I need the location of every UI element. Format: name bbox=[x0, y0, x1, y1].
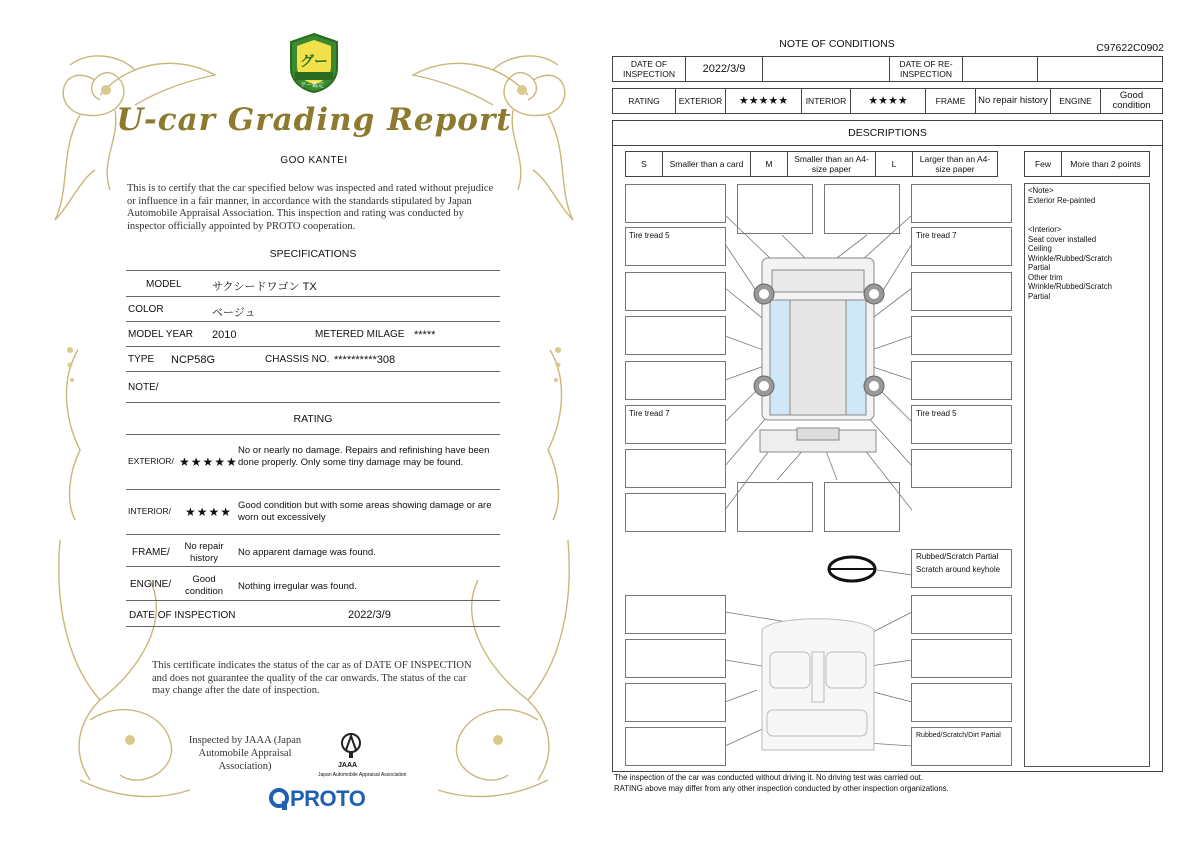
note-line: Ceiling bbox=[1028, 244, 1052, 253]
inspected-by: Inspected by JAAA (Japan Automobile Appraisal Association) bbox=[188, 735, 302, 772]
divider bbox=[126, 489, 500, 490]
model-year-label: MODEL YEAR bbox=[128, 329, 194, 340]
damage-box bbox=[911, 316, 1012, 355]
note-line: Wrinkle/Rubbed/Scratch bbox=[1028, 282, 1112, 291]
noc-code: C97622C0902 bbox=[1096, 42, 1164, 54]
interior-label: INTERIOR bbox=[801, 88, 851, 114]
model-value: サクシードワゴン TX bbox=[212, 281, 317, 293]
engine-label: ENGINE bbox=[1050, 88, 1101, 114]
noc-title: NOTE OF CONDITIONS bbox=[779, 38, 895, 50]
divider bbox=[126, 270, 500, 271]
steering-note-2: Scratch around keyhole bbox=[916, 565, 1001, 574]
damage-box bbox=[911, 449, 1012, 488]
damage-box bbox=[625, 361, 726, 400]
divider bbox=[126, 626, 500, 627]
damage-box bbox=[625, 272, 726, 311]
exterior-description: No or nearly no damage. Repairs and refinishing have been done properly. Only some tiny damage may be found. bbox=[238, 445, 490, 468]
date-of-inspection-label: DATE OF INSPECTION bbox=[612, 56, 686, 82]
damage-box bbox=[737, 184, 813, 234]
damage-box bbox=[824, 184, 900, 234]
note-line: Partial bbox=[1028, 291, 1051, 301]
engine-description: Nothing irregular was found. bbox=[238, 581, 357, 592]
tire-tread-front-left: Tire tread 5 bbox=[629, 231, 670, 240]
scale-more: More than 2 points bbox=[1061, 151, 1150, 177]
footer-note-1: The inspection of the car was conducted without driving it. No driving test was carried out. bbox=[614, 773, 923, 782]
metered-milage-label: METERED MILAGE bbox=[315, 329, 405, 340]
tire-tread-rear-right: Tire tread 5 bbox=[916, 409, 957, 418]
scale-l-desc: Larger than an A4-size paper bbox=[912, 151, 998, 177]
damage-box bbox=[911, 184, 1012, 223]
scale-s-desc: Smaller than a card bbox=[662, 151, 751, 177]
note-line: Seat cover installed bbox=[1028, 234, 1097, 244]
interior-stars: ★★★★ bbox=[850, 88, 926, 114]
damage-box bbox=[625, 727, 726, 766]
damage-box bbox=[737, 482, 813, 532]
rating-label: RATING bbox=[612, 88, 676, 114]
scale-few: Few bbox=[1024, 151, 1062, 177]
note-header: <Note> bbox=[1028, 186, 1054, 195]
date-of-inspection-label: DATE OF INSPECTION bbox=[129, 610, 236, 621]
damage-box bbox=[911, 272, 1012, 311]
damage-box bbox=[911, 595, 1012, 634]
re-inspection-label: DATE OF RE-INSPECTION bbox=[889, 56, 963, 82]
model-year-value: 2010 bbox=[212, 329, 237, 341]
exterior-label: EXTERIOR bbox=[675, 88, 726, 114]
engine-value: Good condition bbox=[184, 574, 224, 597]
frame-label: FRAME bbox=[925, 88, 976, 114]
damage-box bbox=[911, 683, 1012, 722]
interior-description: Good condition but with some areas showing damage or are worn out excessively bbox=[238, 500, 492, 523]
engine-label: ENGINE/ bbox=[130, 579, 172, 590]
exterior-stars: ★★★★★ bbox=[725, 88, 802, 114]
divider bbox=[126, 371, 500, 372]
note-line: Partial bbox=[1028, 263, 1051, 272]
interior-stars: ★★★★ bbox=[185, 505, 233, 519]
color-value: ベージュ bbox=[212, 307, 256, 319]
damage-box bbox=[625, 449, 726, 488]
scale-m-desc: Smaller than an A4-size paper bbox=[787, 151, 876, 177]
scale-s: S bbox=[625, 151, 663, 177]
steering-note-1: Rubbed/Scratch Partial bbox=[916, 552, 999, 561]
specifications-header: SPECIFICATIONS bbox=[269, 248, 357, 260]
exterior-stars: ★★★★★ bbox=[179, 455, 238, 469]
divider bbox=[126, 434, 500, 435]
rating-header: RATING bbox=[293, 413, 333, 425]
model-label: MODEL bbox=[146, 279, 182, 290]
descriptions-header: DESCRIPTIONS bbox=[612, 120, 1163, 146]
note-label: NOTE/ bbox=[128, 382, 159, 393]
note-line: Wrinkle/Rubbed/Scratch bbox=[1028, 253, 1112, 263]
scale-m: M bbox=[750, 151, 788, 177]
type-label: TYPE bbox=[128, 354, 155, 365]
divider bbox=[126, 296, 500, 297]
damage-box bbox=[911, 361, 1012, 400]
steering-wheel-icon bbox=[829, 557, 875, 581]
jaaa-logo-icon bbox=[340, 730, 362, 760]
scale-l: L bbox=[875, 151, 913, 177]
jaaa-name: JAAA bbox=[338, 762, 358, 769]
damage-box bbox=[625, 595, 726, 634]
grading-certificate bbox=[40, 20, 588, 820]
svg-text:グー: グー bbox=[300, 54, 328, 70]
note-line: Other trim bbox=[1028, 272, 1063, 282]
rear-seat-note: Rubbed/Scratch/Dirt Partial bbox=[916, 732, 1001, 739]
divider bbox=[126, 600, 500, 601]
badge-text: グー鑑定 bbox=[300, 83, 325, 89]
type-value: NCP58G bbox=[171, 354, 216, 366]
chassis-label: CHASSIS NO. bbox=[265, 354, 330, 365]
frame-value: No repair history bbox=[975, 88, 1051, 114]
divider bbox=[126, 534, 500, 535]
date-of-inspection-value: 2022/3/9 bbox=[348, 609, 391, 621]
frame-description: No apparent damage was found. bbox=[238, 547, 376, 558]
footer-note-2: RATING above may differ from any other inspection conducted by other inspection organizations. bbox=[614, 784, 949, 793]
exterior-label: EXTERIOR/ bbox=[128, 456, 174, 466]
frame-label: FRAME/ bbox=[132, 547, 170, 558]
tire-tread-rear-left: Tire tread 7 bbox=[629, 409, 670, 418]
color-label: COLOR bbox=[128, 304, 164, 315]
divider bbox=[126, 402, 500, 403]
metered-milage-value: ***** bbox=[414, 329, 436, 341]
interior-header: <Interior> bbox=[1028, 225, 1062, 234]
jaaa-full-name: Japan Automobile Appraisal Association bbox=[318, 772, 407, 778]
report-subtitle: GOO KANTEI bbox=[280, 155, 348, 166]
date-of-inspection-value: 2022/3/9 bbox=[685, 56, 763, 82]
engine-value: Good condition bbox=[1100, 88, 1163, 114]
damage-box bbox=[824, 482, 900, 532]
empty-cell bbox=[1037, 56, 1163, 82]
note-line: Exterior Re-painted bbox=[1028, 195, 1096, 205]
divider bbox=[126, 346, 500, 347]
notes-panel bbox=[1024, 183, 1150, 767]
divider bbox=[126, 566, 500, 567]
frame-value: No repair history bbox=[184, 541, 224, 564]
certification-statement: This is to certify that the car specified below was inspected and rated without prejudice or influence in a fair manner, in accordance with the standards stipulated by Japan Automobile Appraisal Association. This inspection and rating was conducted by inspector officially appointed by PROTO cooperation. bbox=[127, 183, 494, 232]
note-of-conditions-sheet bbox=[612, 30, 1164, 800]
report-title: U-car Grading Report bbox=[116, 102, 512, 138]
damage-box bbox=[625, 683, 726, 722]
damage-box bbox=[625, 493, 726, 532]
divider bbox=[126, 321, 500, 322]
tire-tread-front-right: Tire tread 7 bbox=[916, 231, 957, 240]
chassis-value: **********308 bbox=[334, 354, 396, 366]
damage-box bbox=[911, 639, 1012, 678]
proto-logo: PROTO bbox=[290, 786, 366, 811]
certificate-disclaimer: This certificate indicates the status of the car as of DATE OF INSPECTION and does not guarantee the quality of the car onwards. The status of the car may change after the date of inspection. bbox=[152, 660, 472, 696]
damage-box bbox=[625, 316, 726, 355]
damage-box bbox=[625, 184, 726, 223]
interior-label: INTERIOR/ bbox=[128, 506, 171, 516]
damage-box bbox=[625, 639, 726, 678]
proto-logo-icon bbox=[268, 787, 290, 811]
